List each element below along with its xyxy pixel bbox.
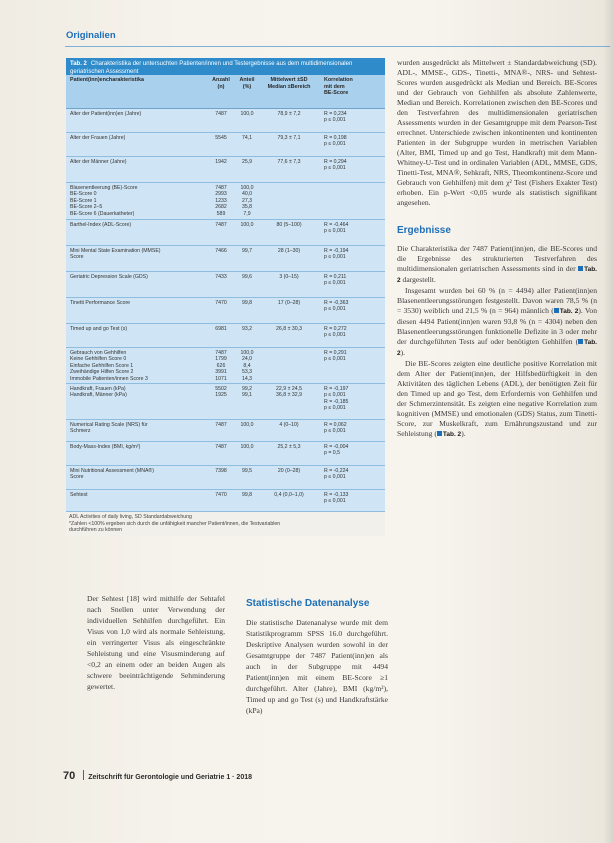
table-cell-line: Keine Gehhilfen Score 0 [70,356,127,363]
table-cell-line: 100,0 [240,443,254,450]
table-cell-line: Einfache Gehhilfen Score 1 [70,362,134,369]
table-ref-square-icon [437,431,442,436]
table-cell-line: 3 (0–15) [279,273,299,280]
table-cell-line: 589 [216,210,226,217]
table-cell [66,350,208,384]
table-cell-line: 99,8 [241,299,253,306]
table-cell-line: 99,1 [241,392,253,399]
table-cell-line: 7,9 [243,210,251,217]
table-cell-line: R = 0,294 [324,158,347,165]
table-cell-line: Handkraft, Männer (kPa) [70,392,127,399]
table-cell-line: 25,2 ± 5,3 [277,443,301,450]
table-cell [66,468,208,490]
table-cell [260,135,318,157]
table-cell-line: p ≤ 0,001 [324,141,346,148]
table-cell [66,300,208,324]
table-cell [66,444,208,466]
table-cell-line: 7487 [215,443,227,450]
table-cell [318,222,385,246]
table-cell-line: 28 (1–30) [277,247,301,254]
table-cell-line: 14,3 [241,375,253,382]
right-para-1: wurden ausgedrückt als Mittelwert ± Standardabweichung (SD). ADL-, MMSE-, GDS-, Tinetti-, MNA®-, NRS- und Sehtest-Scores wurden ausgedrückt als Median und Bereich. BE-Scores und der Gebrauch von Gehhilfen als absolute Zahlenwerte, Median und Bereich. Korrelationen zwischen den BE-Scores und den Testverfahren des multidimensionalen geriatrischen Assessments wurden in der Gesamtgruppe mit dem Pearson-Test errechnet. Unterschiede zwischen inkontinenten und kontinenten Patienten in der Subgruppe wurden in metrischen Variablen (Alter, BMI, Timed up and go Test, Handkraft) mit dem Mann-Whitney-U-Test und in ordinalen Variablen (ADL, MMSE, GDS, Tinetti-Test, MNA®, Sehkraft, NRS, Theomkontinenz-Score und Gebrauch von Gehhilfen) mit dem χ² Test (Fishers Exakter Test) erhoben. Ein p-Wert <0,05 wurde als statistisch signifikant angesehen. [397,58,597,207]
table-cell-line: R = 0,234 [324,110,347,117]
middle-column [246,598,388,716]
table-cell-line: BE-Score 0 [70,191,97,198]
table-cell [234,326,260,348]
left-paragraph: Der Sehtest [18] wird mithilfe der Sehtafel nach Snellen unter Verwendung der individuellen Sehhilfen durchgeführt. Ein Visus von 1,0 wird als normale Sehleistung, ein verringerter Visus als eingeschränkte Sehleistung und eine Visusminderung auf <0,2 an einem oder an beiden Augen als schwere beeinträchtigende Sehminderung gewertet. [87,594,225,691]
table-cell [66,135,208,157]
table-cell [318,492,385,512]
table-cell [260,300,318,324]
right-para-3 [397,286,597,359]
table-cell-line: p ≤ 0,001 [324,280,346,287]
header-col4-line: Mittelwert ±SD [270,77,308,83]
table-cell [318,350,385,384]
table-cell-line: 626 [216,362,226,369]
table-cell-line: 7487 [215,110,227,117]
table-cell [234,300,260,324]
table-cell [234,135,260,157]
header-col3-line: Anteil [239,77,255,83]
table-cell [66,422,208,442]
table-cell-line: 5502 [215,385,227,392]
header-col5-line: Korrelation [324,77,353,83]
header-col4 [260,77,318,106]
table-cell-line: Score [70,474,84,481]
table-cell-line: Alter der Männer (Jahre) [70,158,127,165]
table-reference-label: Tab. 2 [397,266,597,284]
table-cell-line: 7433 [215,273,227,280]
table-cell-line: Tinetti Performance Score [70,299,131,306]
results-table [66,58,385,536]
table-row [66,109,385,133]
table-cell [66,111,208,133]
right-para-2 [397,244,597,286]
table-cell-line: 1942 [215,158,227,165]
table-cell [208,185,234,220]
table-cell-line: 2682 [215,204,227,211]
table-cell-line: 0,4 (0,0–1,0) [274,491,304,498]
table-row [66,246,385,272]
table-cell-line: Score [70,254,84,261]
table-row [66,490,385,512]
table-cell [234,111,260,133]
table-cell-line: 100,0 [240,421,254,428]
table-cell [208,386,234,420]
table-cell [318,185,385,220]
right-column [397,58,597,440]
table-cell-line: 7470 [215,491,227,498]
table-cell-line: BE-Score 2–5 [70,204,103,211]
table-cell-line: p ≤ 0,001 [324,392,346,399]
header-col5 [318,77,385,106]
table-cell-line: p ≤ 0,001 [324,117,346,124]
footer-separator [83,770,84,780]
table-cell-line: p ≤ 0,001 [324,165,346,172]
table-cell [208,444,234,466]
table-cell-line: Body-Mass-Index (BMI, kg/m²) [70,443,141,450]
table-reference-label: Tab. 2 [559,308,579,315]
table-cell-line: R = -0,224 [324,467,349,474]
section-label: Originalien [66,30,116,41]
table-cell-line: Numerical Rating Scale (NRS) für [70,421,148,428]
table-row [66,272,385,298]
table-cell-line: 93,2 [241,325,253,332]
table-caption-text: Charakteristika der untersuchten Patienten/innen und Testergebnisse aus dem multidimensionalen geriatrischen Assessment [70,61,353,75]
table-row [66,157,385,183]
table-ref-square-icon [578,339,583,344]
heading-ergebnisse: Ergebnisse [397,225,451,236]
table-cell [208,111,234,133]
table-cell [208,326,234,348]
table-cell-line: 35,8 [241,204,253,211]
table-cell-line: R = -0,133 [324,491,349,498]
table-cell-line: 100,0 [240,184,254,191]
table-cell-line: Schmerz [70,428,91,435]
table-cell [318,386,385,420]
table-cell [260,350,318,384]
table-cell-line: p ≤ 0,001 [324,498,346,505]
table-cell [208,248,234,272]
table-cell-line: R = -0,197 [324,385,349,392]
table-cell-line: R = 0,211 [324,273,347,280]
table-cell-line: 17 (0–28) [277,299,301,306]
table-cell-line: 20 (0–28) [277,467,301,474]
right-para-4 [397,359,597,440]
table-cell [208,422,234,442]
table-cell [318,326,385,348]
table-cell [260,386,318,420]
table-cell [260,492,318,512]
table-cell-line: 25,9 [241,158,253,165]
table-cell-line: 7398 [215,467,227,474]
table-cell [208,492,234,512]
table-note-line: *Zahlen <100% ergeben sich durch die unfähigkeit mancher Patient/innen, die Testvariablen [69,520,281,527]
middle-paragraph: Die statistische Datenanalyse wurde mit dem Statistikprogramm SPSS 16.0 durchgeführt. Deskriptive Analysen wurden sowohl in der Gesamtgruppe der 7487 Patient(inn)en als auch in der Subgruppe mit 4494 Patient(inn)en mit einem BE-Score ≥1 durchgeführt. Alter (Jahre), BMI (kg/m²), Timed up and go Test (s) und Handkraftstärke (kPa) [246,618,388,715]
table-cell [234,422,260,442]
table-note-line: durchführen zu können [69,527,123,534]
table-cell-line: R = -0,185 [324,398,349,405]
header-col3 [234,77,260,106]
table-cell-line: Blasenentleerung (BE)-Score [70,184,138,191]
table-cell-line: 99,2 [241,385,253,392]
table-cell [234,159,260,183]
table-cell [66,185,208,220]
table-cell-line: R = -0,004 [324,443,349,450]
table-cell [234,248,260,272]
table-cell-line: 8,4 [243,362,251,369]
table-cell [234,444,260,466]
table-reference-label: Tab. 2 [442,431,462,438]
table-cell-line: Mini Mental State Examination (MMSE) [70,247,161,254]
table-caption [66,58,385,75]
table-cell-line: Mini Nutritional Assessment (MNA®) [70,467,154,474]
table-row [66,348,385,384]
table-cell-line: 7487 [215,421,227,428]
table-header [66,75,385,109]
table-cell-line: p ≤ 0,001 [324,405,346,412]
table-cell [260,444,318,466]
text-span: Die BE-Scores zeigten eine deutliche positive Korrelation mit dem Alter der Patient(inn)en, der Hilfsbedürftigkeit in den Aktivitäten des täglichen Lebens (ADL), der benötigten Zeit für den Timed up and go Test, dem Erfordernis von Gehhilfen und der Schmerzintensität. Es zeigten eine negative Korrelation zum kognitiven (MMSE) und emotionalen (GDS) Status, zum Tinetti-Score, zur Muskelkraft, zum Ernährungszustand und zur Sehleistung ( [397,359,597,438]
table-cell-line: 5545 [215,134,227,141]
table-cell [260,159,318,183]
table-cell-line: 99,7 [241,247,253,254]
page-footer [63,770,583,782]
table-cell [260,274,318,298]
table-cell [66,159,208,183]
table-reference-label: Tab. 2 [397,339,597,357]
table-cell-line: 1925 [215,392,227,399]
header-col2-line: (n) [217,83,225,90]
table-cell [234,350,260,384]
header-col4-line: Median ±Bereich [267,83,311,90]
table-cell-line: 79,3 ± 7,1 [277,134,301,141]
table-cell-line: 99,6 [241,273,253,280]
table-cell-line: 100,0 [240,221,254,228]
table-cell-line: R = -0,194 [324,247,349,254]
table-cell-line: 7487 [215,349,227,356]
table-cell [260,222,318,246]
table-cell [208,274,234,298]
table-notes [66,512,385,536]
table-cell-line: 77,6 ± 7,3 [277,158,301,165]
header-rule [65,46,610,47]
text-span: Die Charakteristika der 7487 Patient(inn)en, die BE-Scores und die Ergebnisse des strukturierten Testverfahren des multidimensionalen geriatrischen Assessments sind in der [397,244,597,273]
header-col1: Patient(inn)encharakteristika [70,77,144,83]
table-cell-line: 1071 [215,375,227,382]
table-cell [318,300,385,324]
header-col2 [208,77,234,106]
table-cell-line: 100,0 [240,110,254,117]
table-cell-line: p = 0,5 [324,450,341,457]
table-cell-line: R = -0,363 [324,299,349,306]
table-cell-line: R = -0,464 [324,221,349,228]
table-cell-line: p ≤ 0,001 [324,254,346,261]
text-span: dargestellt. [400,275,436,284]
table-cell-line: 99,8 [241,491,253,498]
table-cell-line: 7466 [215,247,227,254]
table-cell [318,159,385,183]
table-cell-line: p ≤ 0,001 [324,356,346,363]
table-cell-line: 7487 [215,221,227,228]
table-cell [318,422,385,442]
table-row [66,324,385,348]
text-span: Insgesamt wurden bei 60 % (n = 4494) aller Patient(inn)en Blasenentleerungsstörungen festgestellt. Davon waren 78,5 % (n = 3530) weiblich und 21,5 % (n = 964) männlich ( [397,286,597,315]
table-cell-line: BE-Score 1 [70,197,97,204]
table-cell [66,222,208,246]
table-cell-line: Gebrauch von Gehhilfen [70,349,127,356]
table-cell-line: 100,0 [240,349,254,356]
text-span: ). [461,429,466,438]
heading-statistische-datenanalyse: Statistische Datenanalyse [246,598,370,609]
table-cell [208,300,234,324]
table-cell-line: 78,9 ± 7,2 [277,110,301,117]
table-row [66,442,385,466]
table-cell-line: Timed up and go Test (s) [70,325,128,332]
table-cell-line: R = 0,198 [324,134,347,141]
text-span: ). Von diesen 4494 Patient(inn)en waren 93,8 % (n = 4304) neben den Blasenentleerungsstörungen funktionelle Defizite in 3 oder mehr der durchgeführten Tests auf oder benötigten Gehhilfen ( [397,306,597,346]
table-cell-line: 26,8 ± 30,3 [276,325,302,332]
header-col3-line: (%) [242,83,252,90]
table-cell-line: R = 0,291 [324,349,347,356]
page-number: 70 [63,770,76,782]
table-cell [234,274,260,298]
table-row [66,466,385,490]
table-cell [260,248,318,272]
table-cell [318,111,385,133]
table-caption-label: Tab. 2 [70,61,87,67]
table-cell-line: Geriatric Depression Scale (GDS) [70,273,148,280]
table-cell-line: 1233 [215,197,227,204]
table-ref-square-icon [554,308,559,313]
table-row [66,420,385,442]
table-cell [318,274,385,298]
table-cell [260,468,318,490]
table-cell [66,492,208,512]
table-reference[interactable] [554,308,579,315]
table-cell [260,185,318,220]
table-cell-line: Immobile Patienten/innen Score 3 [70,375,148,382]
table-ref-square-icon [578,266,583,271]
table-cell-line: Alter der Patient(inn)en (Jahre) [70,110,142,117]
table-cell-line: Zweihändige Hilfen Score 2 [70,369,134,376]
table-cell [318,248,385,272]
table-cell [234,185,260,220]
table-cell [234,386,260,420]
table-cell-line: 40,0 [241,191,253,198]
table-cell [318,444,385,466]
table-cell-line: p ≤ 0,001 [324,228,346,235]
table-cell-line: Sehtest [70,491,88,498]
table-cell [208,222,234,246]
table-cell-line: 36,8 ± 32,9 [276,392,302,399]
table-cell-line: 99,5 [241,467,253,474]
table-cell-line: 22,9 ± 24,5 [276,385,302,392]
table-cell [208,135,234,157]
journal-name: Zeitschrift für Gerontologie und Geriatrie 1 · 2018 [88,774,253,781]
table-cell-line: 6981 [215,325,227,332]
table-cell-line: 4 (0–10) [279,421,299,428]
table-cell-line: BE-Score 6 (Dauerkatheter) [70,210,135,217]
header-col5-line: BE-Score [324,90,349,96]
table-note-line: ADL Activities of daily living, SD Standardabweichung [69,514,192,520]
table-cell-line: 74,1 [241,134,253,141]
table-cell [66,274,208,298]
table-reference[interactable] [437,431,461,438]
table-cell [318,468,385,490]
table-cell [66,386,208,420]
table-cell [234,492,260,512]
table-cell-line: 80 (5–100) [276,221,302,228]
table-row [66,384,385,420]
text-span: ). [400,348,406,357]
header-col5-line: mit dem [324,83,345,90]
table-cell [208,468,234,490]
table-cell-line: 24,0 [241,356,253,363]
table-cell [234,222,260,246]
table-cell-line: R = 0,062 [324,421,347,428]
table-cell-line: 27,3 [241,197,253,204]
table-cell-line: 2993 [215,191,227,198]
table-cell-line: Alter der Frauen (Jahre) [70,134,126,141]
table-cell [66,248,208,272]
table-cell [260,111,318,133]
table-cell [260,326,318,348]
table-cell [318,135,385,157]
table-row [66,183,385,220]
table-cell-line: 3991 [215,369,227,376]
table-cell-line: p ≤ 0,001 [324,474,346,481]
table-cell-line: 7470 [215,299,227,306]
table-cell-line: 1799 [215,356,227,363]
table-row [66,133,385,157]
header-col2-line: Anzahl [212,77,230,83]
table-cell-line: p ≤ 0,001 [324,306,346,313]
table-cell [234,468,260,490]
table-row [66,220,385,246]
table-cell [208,159,234,183]
table-row [66,298,385,324]
table-cell-line: R = 0,272 [324,325,347,332]
table-cell [260,422,318,442]
table-cell-line: 53,3 [241,369,253,376]
page-shadow [603,0,613,843]
table-body [66,109,385,512]
table-cell [208,350,234,384]
table-cell [66,326,208,348]
table-cell-line: 7487 [215,184,227,191]
table-cell-line: p ≤ 0,001 [324,428,346,435]
table-cell-line: Handkraft, Frauen (kPa) [70,385,126,392]
table-cell-line: Barthel-Index (ADL-Score) [70,221,132,228]
table-cell-line: p ≤ 0,001 [324,332,346,339]
